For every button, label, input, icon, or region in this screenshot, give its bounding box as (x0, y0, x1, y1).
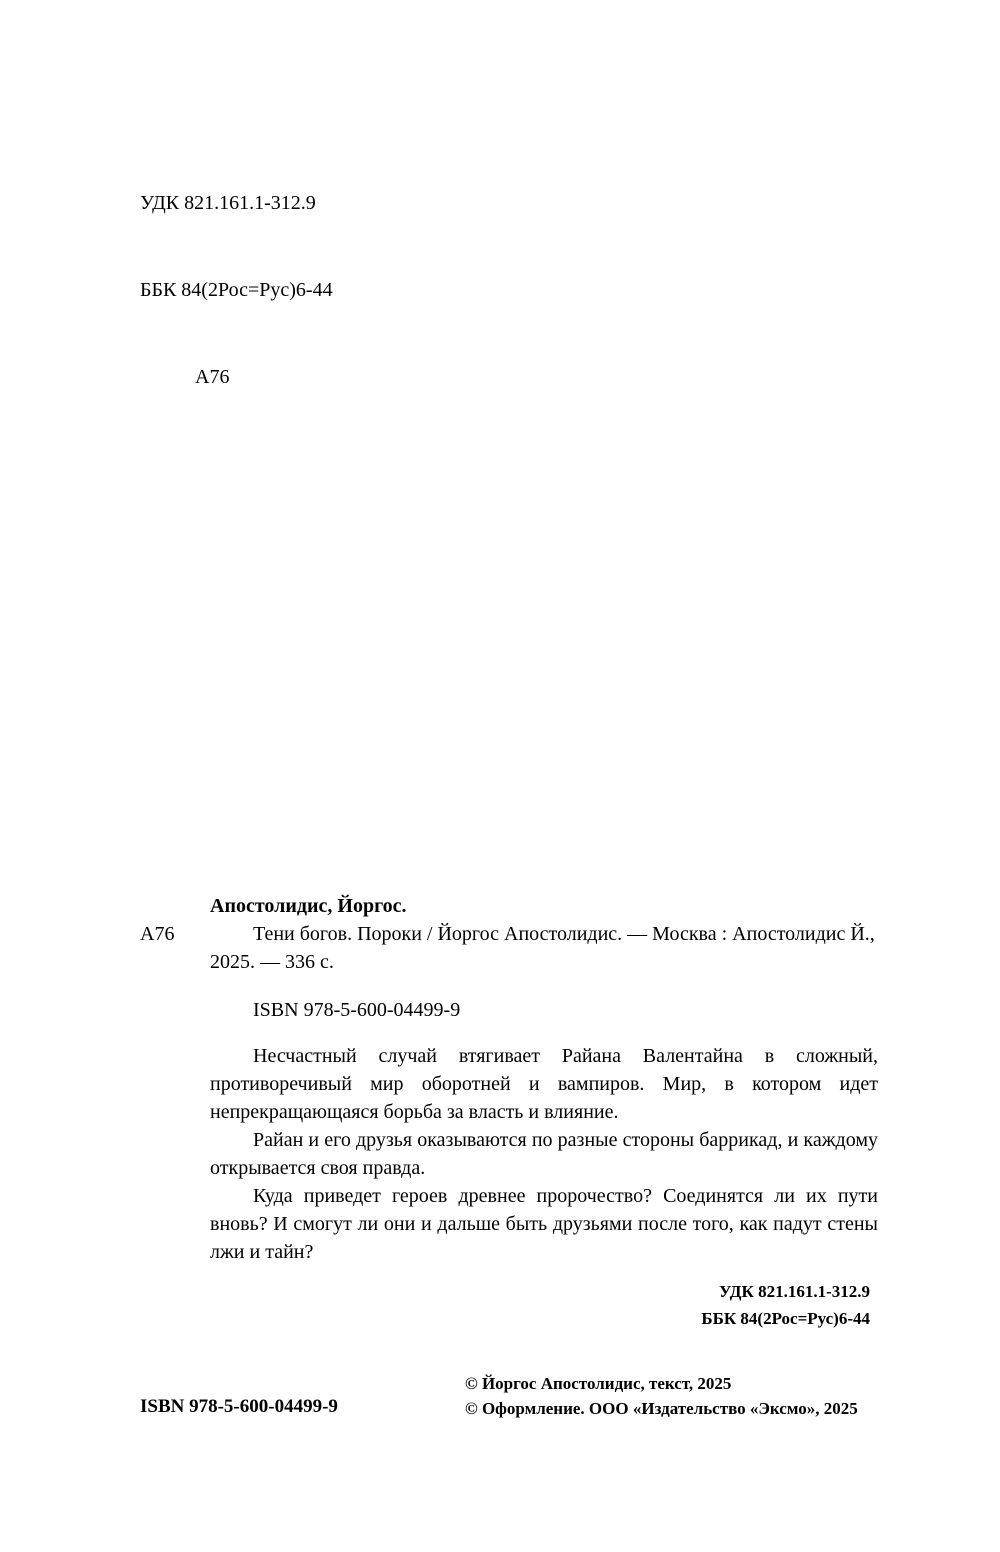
top-classification-codes (140, 131, 333, 450)
annotation-paragraph-1: Несчастный случай втягивает Райана Валентайна в сложный, противоречивый мир оборотней и вампиров. Мир, в котором идет непрекращающаяся борьба за власть и влияние. (210, 1045, 878, 1123)
top-author-code: А76 (195, 366, 230, 388)
footer-copyright (465, 1371, 858, 1421)
copyright-text-line: © Йоргос Апостолидис, текст, 2025 (465, 1374, 732, 1393)
catalog-author: Апостолидис, Йоргос. (210, 895, 407, 917)
catalog-block (0, 892, 1000, 1332)
annotation (210, 1042, 878, 1266)
annotation-paragraph-3: Куда приведет героев древнее пророчество? Соединятся ли их пути вновь? И смогут ли они и дальше быть друзьями после того, как падут стены лжи и тайн? (210, 1185, 878, 1263)
top-bbk: ББК 84(2Рос=Рус)6-44 (140, 279, 333, 301)
entry-author-code: А76 (140, 923, 175, 945)
right-udk: УДК 821.161.1-312.9 (719, 1282, 870, 1301)
right-bbk: ББК 84(2Рос=Рус)6-44 (701, 1309, 870, 1328)
bibliographic-entry (0, 920, 1000, 976)
copyright-design-line: © Оформление. ООО «Издательство «Эксмо», 2025 (465, 1399, 858, 1418)
catalog-isbn: ISBN 978-5-600-04499-9 (253, 999, 461, 1021)
bibliographic-description: Тени богов. Пороки / Йоргос Апостолидис. — Москва : Апостолидис Й., 2025. — 336 с. (210, 923, 875, 973)
footer-isbn: ISBN 978-5-600-04499-9 (140, 1396, 338, 1417)
annotation-paragraph-2: Райан и его друзья оказываются по разные стороны баррикад, и каждому открывается своя правда. (210, 1129, 878, 1179)
top-udk: УДК 821.161.1-312.9 (140, 192, 316, 214)
right-classification-codes (0, 1278, 870, 1332)
